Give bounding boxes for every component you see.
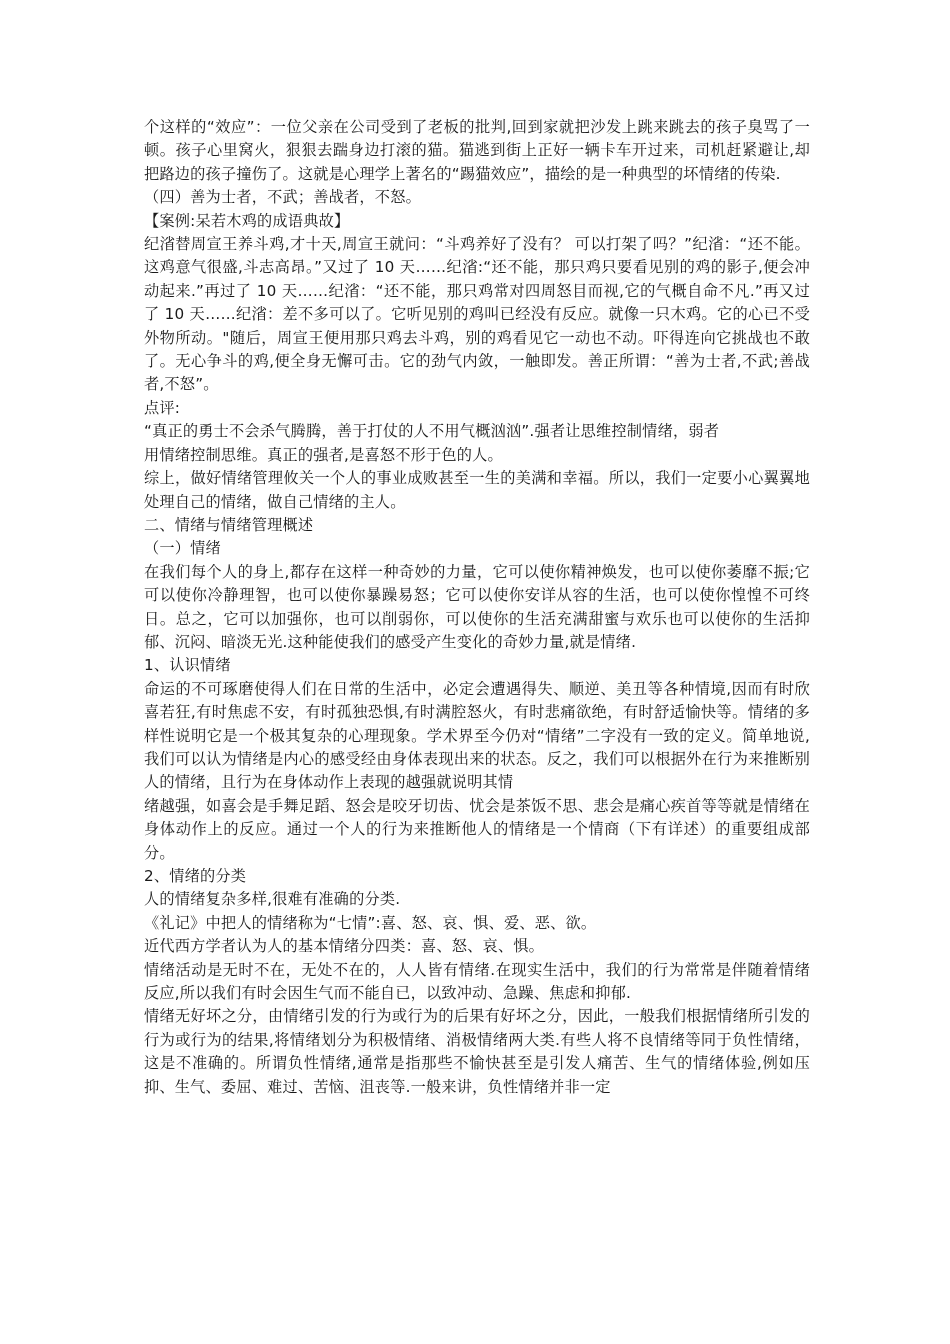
- case-title: 【案例:呆若木鸡的成语典故】: [144, 211, 350, 230]
- paragraph-emotion-behavior: 绪越强，如喜会是手舞足蹈、怒会是咬牙切齿、忧会是茶饭不思、悲会是痛心疾首等等就是情绪在身体动作上的反应。通过一个人的行为来推断他人的情绪是一个情商（下有详述）的重要组成部分。: [144, 796, 810, 862]
- paragraph-summary: 综上，做好情绪管理攸关一个人的事业成败甚至一生的美满和幸福。所以，我们一定要小心翼翼地处理自己的情绪，做自己情绪的主人。: [144, 469, 810, 511]
- paragraph-emotion-power: 在我们每个人的身上,都存在这样一种奇妙的力量，它可以使你精神焕发，也可以使你萎靡不振;它可以使你冷静理智，也可以使你暴躁易怒；它可以使你安详从容的生活，也可以使你惶惶不可终日。总之，它可以加强你，也可以削弱你，可以使你的生活充满甜蜜与欢乐也可以使你的生活抑郁、沉闷、暗淡无光.这种能使我们的感受产生变化的奇妙力量,就是情绪.: [144, 562, 810, 651]
- section-heading-2: 二、情绪与情绪管理概述: [144, 515, 314, 534]
- section-heading-4: （四）善为士者，不武；善战者，不怒。: [144, 188, 421, 207]
- document-body: [144, 116, 810, 1099]
- comment-label: 点评:: [144, 398, 181, 417]
- paragraph-positive-negative: 情绪无好坏之分，由情绪引发的行为或行为的后果有好坏之分，因此，一般我们根据情绪所引发的行为或行为的结果,将情绪划分为积极情绪、消极情绪两大类.有些人将不良情绪等同于负性情绪，这是不准确的。所谓负性情绪,通常是指那些不愉快甚至是引发人痛苦、生气的情绪体验,例如压抑、生气、委屈、难过、苦恼、沮丧等.一般来讲，负性情绪并非一定: [144, 1007, 810, 1096]
- paragraph-recognize-emotion: 命运的不可琢磨使得人们在日常的生活中，必定会遭遇得失、顺逆、美丑等各种情境,因而有时欣喜若狂,有时焦虑不安，有时孤独恐惧,有时满腔怒火，有时悲痛欲绝，有时舒适愉快等。情绪的多样性说明它是一个极其复杂的心理现象。学术界至今仍对“情绪”二字没有一致的定义。简单地说,我们可以认为情绪是内心的感受经由身体表现出来的状态。反之，我们可以根据外在行为来推断别人的情绪，且行为在身体动作上表现的越强就说明其情: [144, 679, 810, 792]
- paragraph-kick-cat-effect: 个这样的“效应”：一位父亲在公司受到了老板的批判,回到家就把沙发上跳来跳去的孩子臭骂了一顿。孩子心里窝火，狠狠去踹身边打滚的猫。猫逃到街上正好一辆卡车开过来，司机赶紧避让,却把路边的孩子撞伤了。这就是心理学上著名的“踢猫效应”，描绘的是一种典型的坏情绪的传染.: [144, 118, 810, 183]
- paragraph-western-four-emotions: 近代西方学者认为人的基本情绪分四类：喜、怒、哀、惧。: [144, 937, 545, 956]
- paragraph-comment-line-2: 用情绪控制思维。真正的强者,是喜怒不形于色的人。: [144, 445, 503, 464]
- paragraph-classification-intro: 人的情绪复杂多样,很难有准确的分类.: [144, 890, 401, 909]
- paragraph-comment-line-1: “真正的勇士不会杀气腾腾，善于打仗的人不用气概汹汹”.强者让思维控制情绪，弱者: [144, 422, 720, 441]
- paragraph-emotion-activity: 情绪活动是无时不在，无处不在的，人人皆有情绪.在现实生活中，我们的行为常常是伴随着情绪反应,所以我们有时会因生气而不能自已，以致冲动、急躁、焦虑和抑郁.: [144, 960, 810, 1003]
- subsection-heading-emotion: （一）情绪: [144, 539, 221, 558]
- paragraph-case-story: 纪渻替周宣王养斗鸡,才十天,周宣王就问：“斗鸡养好了没有？ 可以打架了吗？”纪渻：“还不能。这鸡意气很盛,斗志高昂。”又过了 10 天……纪渻:“还不能，那只鸡只要看见别的鸡的影子,便会冲动起来.”再过了 10 天……纪渻：“还不能，那只鸡常对四周怒目而视,它的气概自命不凡.”再又过了 10 天……纪渻：差不多可以了。它听见别的鸡叫已经没有反应。就像一只木鸡。它的心已不受外物所动。"随后，周宣王便用那只鸡去斗鸡，别的鸡看见它一动也不动。吓得连向它挑战也不敢了。无心争斗的鸡,便全身无懈可击。它的劲气内敛，一触即发。善正所谓：“善为士者,不武;善战者,不怒”。: [144, 235, 810, 394]
- heading-emotion-classification: 2、情绪的分类: [144, 867, 247, 885]
- heading-recognize-emotion: 1、认识情绪: [144, 656, 231, 675]
- paragraph-liji-seven-emotions: 《礼记》中把人的情绪称为“七情”:喜、怒、哀、惧、爱、恶、欲。: [144, 913, 597, 932]
